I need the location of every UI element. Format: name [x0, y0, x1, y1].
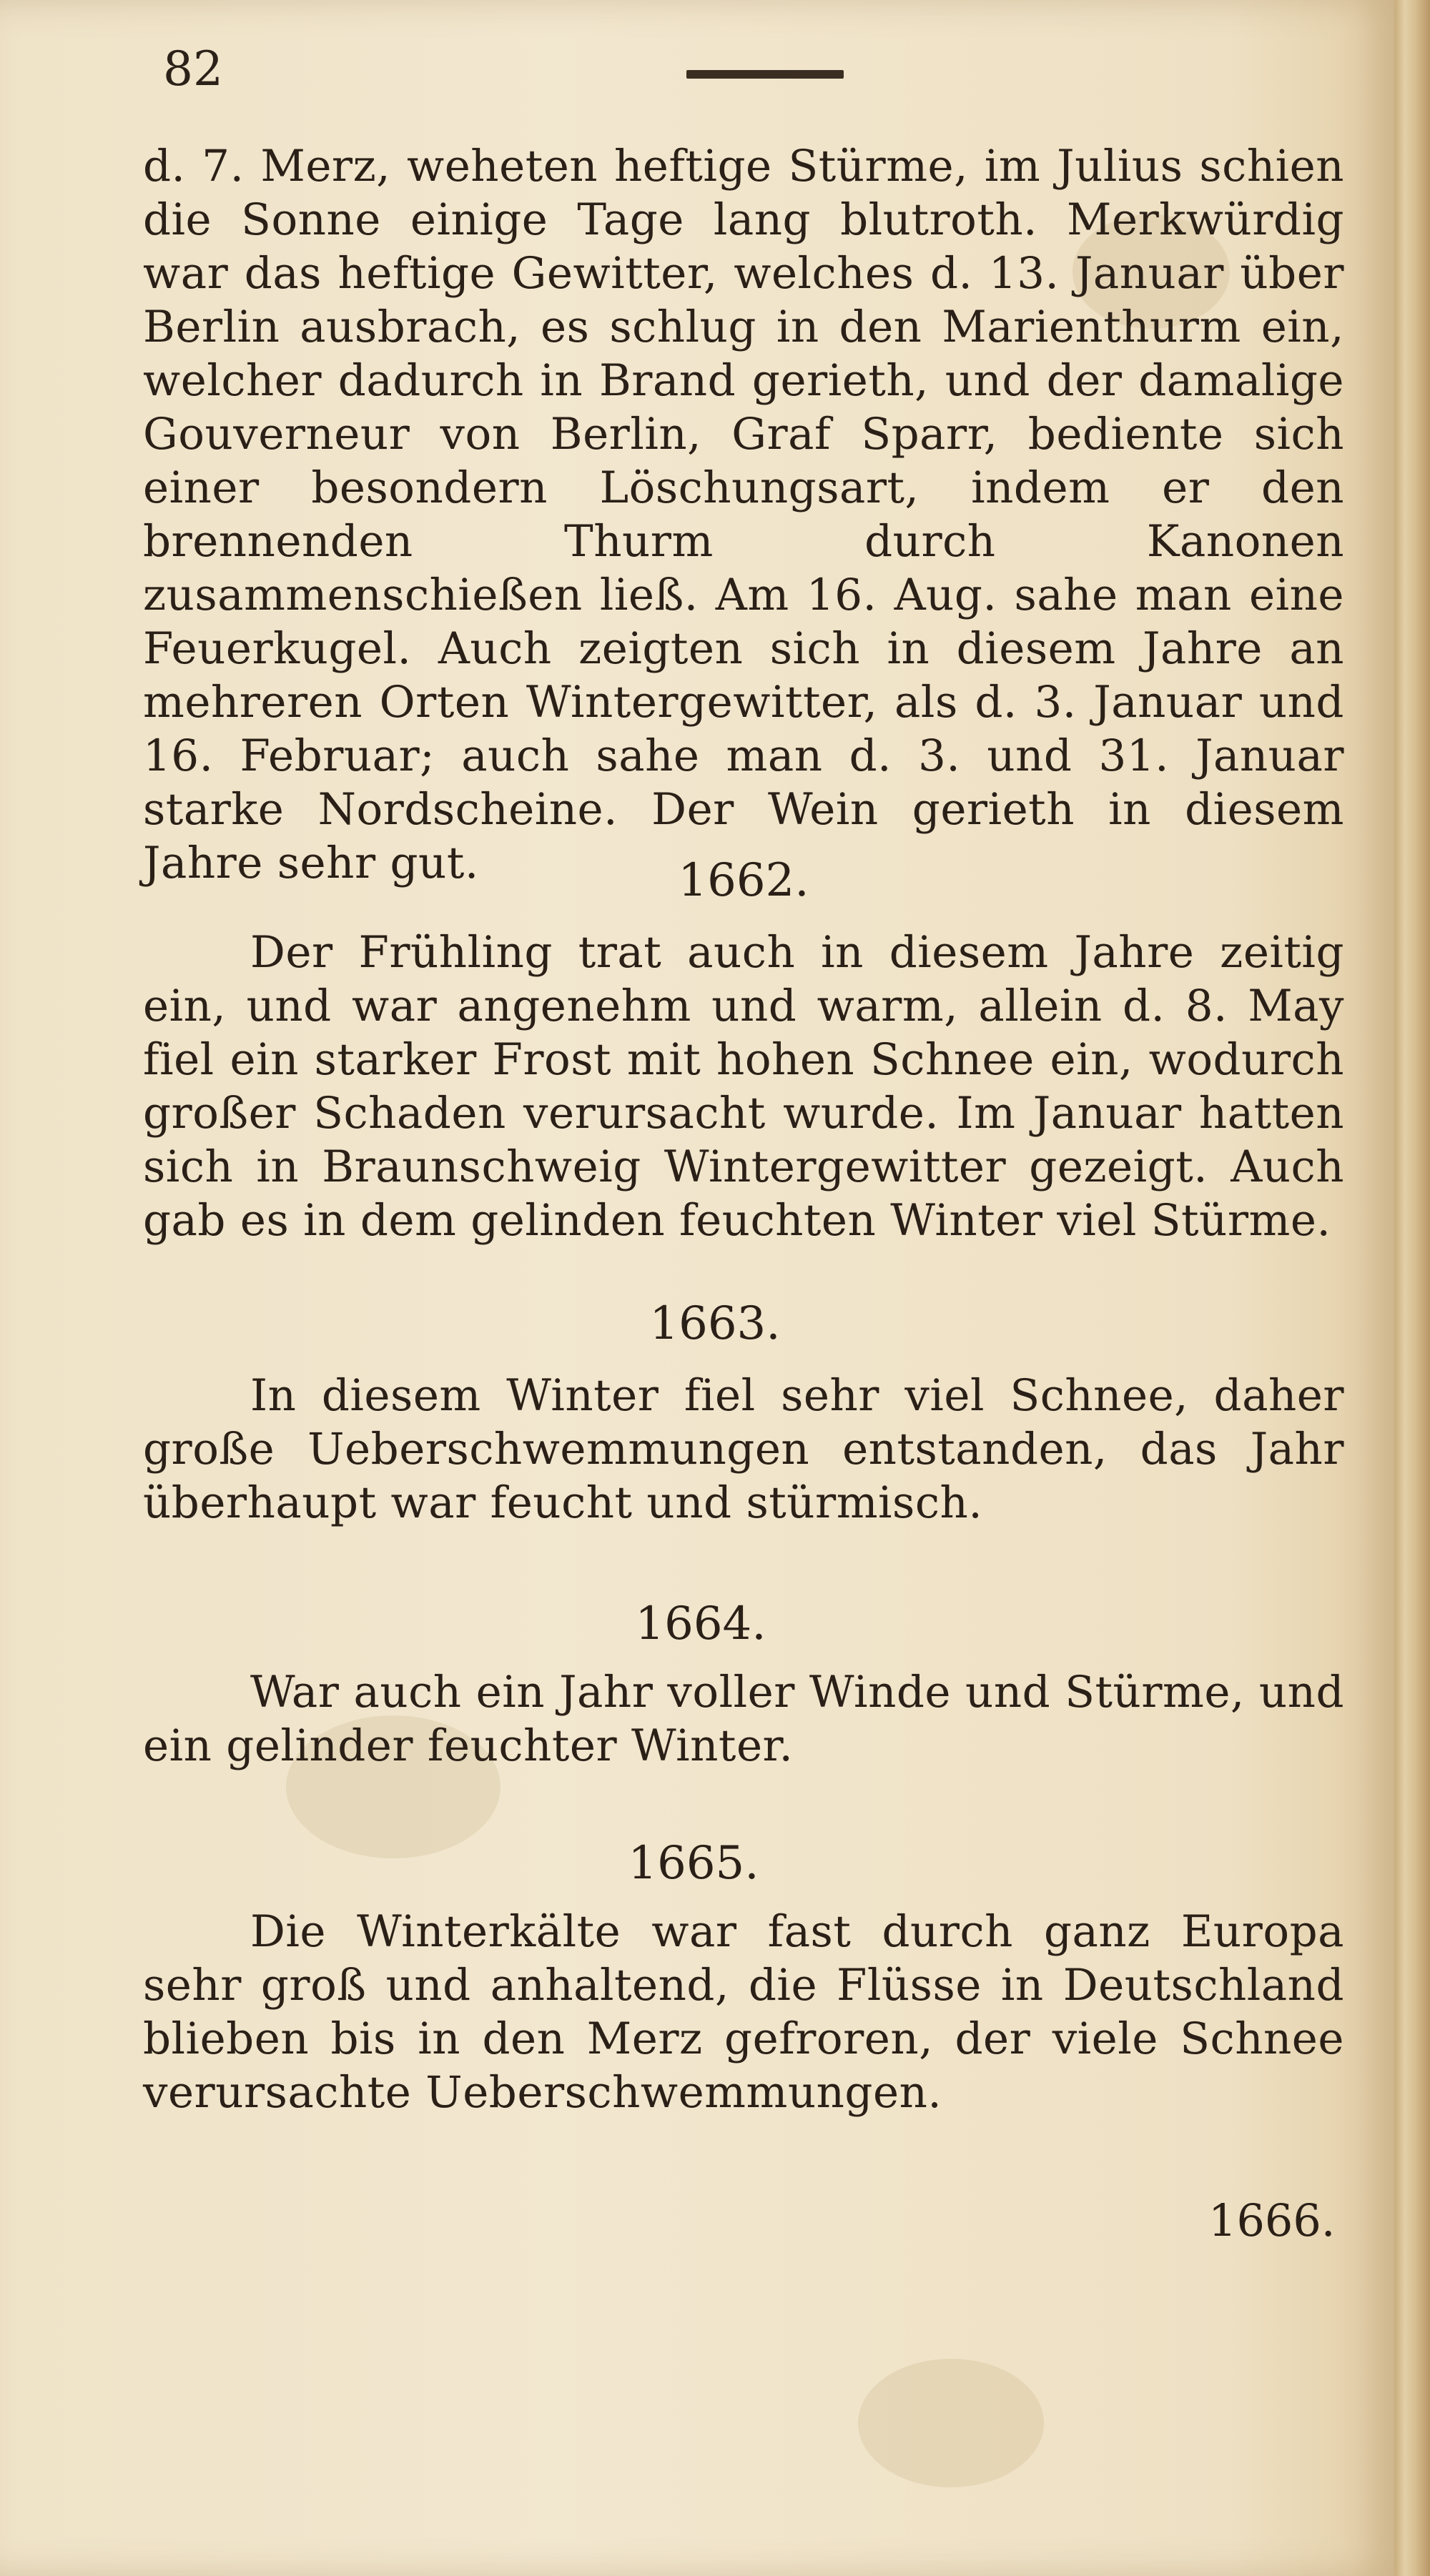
- paragraph-1663: In diesem Winter fiel sehr viel Schnee, daher große Ueberschwemmungen entstanden, das Jahr überhaupt war feucht und stürmisch.: [143, 1370, 1344, 1528]
- paragraph-1665: Die Winterkälte war fast durch ganz Europa sehr groß und anhaltend, die Flüsse in Deutschland blieben bis in den Merz gefroren, der viele Schnee verursachte Ueberschwemmungen.: [143, 1906, 1344, 2118]
- year-heading-1663: 1663.: [649, 1297, 781, 1350]
- paragraph-1664: War auch ein Jahr voller Winde und Stürme, und ein gelinder feuchter Winter.: [143, 1667, 1344, 1771]
- paper-stain: [858, 2359, 1044, 2487]
- header-rule: [686, 70, 844, 79]
- catchword: 1666.: [1208, 2194, 1336, 2246]
- year-heading-1664: 1664.: [635, 1597, 766, 1650]
- paragraph-1662: Der Frühling trat auch in diesem Jahre zeitig ein, und war angenehm und warm, allein d. 8. May fiel ein starker Frost mit hohen Schnee ein, wodurch großer Schaden verursacht wurde. Im Januar hatten sich in Braunschweig Wintergewitter gezeigt. Auch gab es in dem gelinden feuchten Winter viel Stürme.: [143, 927, 1344, 1246]
- year-heading-1662: 1662.: [678, 854, 809, 907]
- page-edge: [1394, 0, 1430, 2576]
- page-number: 82: [163, 41, 223, 96]
- year-heading-1665: 1665.: [628, 1837, 759, 1890]
- intro-paragraph: d. 7. Merz, weheten heftige Stürme, im Julius schien die Sonne einige Tage lang blutroth. Merkwürdig war das heftige Gewitter, welches d. 13. Januar über Berlin ausbrach, es schlug in den Marienthurm ein, welcher dadurch in Brand gerieth, und der damalige Gouverneur von Berlin, Graf Sparr, bediente sich einer besondern Löschungsart, indem er den brennenden Thurm durch Kanonen zusammenschießen ließ. Am 16. Aug. sahe man eine Feuerkugel. Auch zeigten sich in diesem Jahre an mehreren Orten Wintergewitter, als d. 3. Januar und 16. Februar; auch sahe man d. 3. und 31. Januar starke Nordscheine. Der Wein gerieth in diesem Jahre sehr gut.: [143, 141, 1344, 888]
